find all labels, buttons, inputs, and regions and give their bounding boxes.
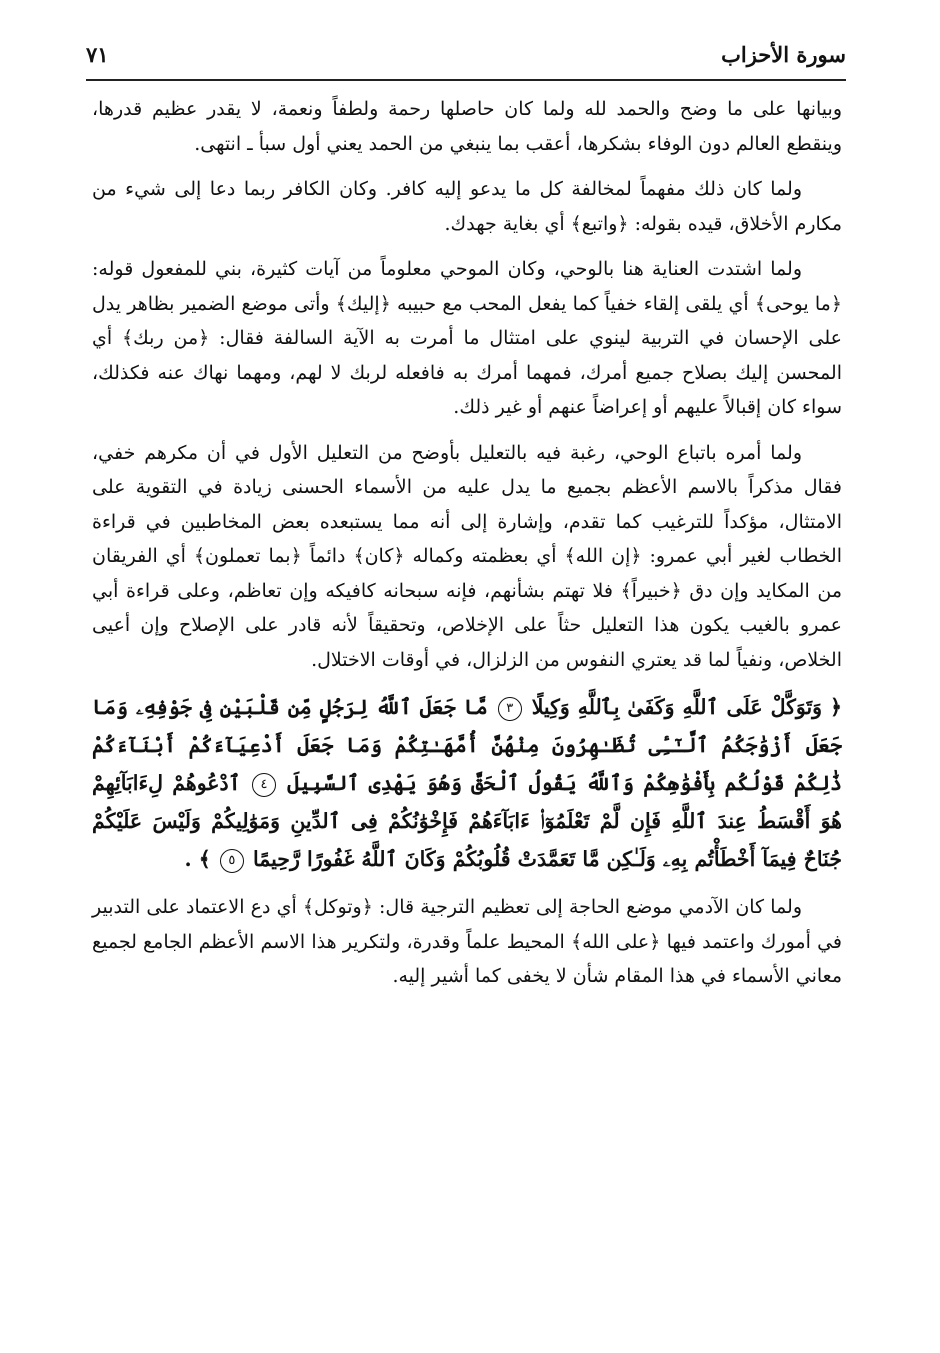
paragraph: ولما كان الآدمي موضع الحاجة إلى تعظيم الترجية قال: ﴿وتوكل﴾ أي دع الاعتماد على التدبير في أمورك واعتمد فيها ﴿على الله﴾ المحيط علماً وقدرة، ولتكرير هذا الاسم الأعظم الجامع لجميع معاني الأسماء في هذا المقام شأن لا يخفى كما أشير إليه. [92,896,842,987]
verse-text: ﴿ وَتَوَكَّلْ عَلَى ٱللَّهِ وَكَفَىٰ بِٱللَّهِ وَكِيلًا [531,695,843,719]
paragraph: ولما اشتدت العناية هنا بالوحي، وكان الموحي معلوماً من آيات كثيرة، بني للمفعول قوله: ﴿ما يوحى﴾ أي يلقى إلقاء خفياً كما يفعل المحب مع حبيبه ﴿إليك﴾ وأتى موضع الضمير بظاهر يدل على الإحسان في التربية لينوي على امتثال ما أمرت به الآية السالفة فقال: ﴿من ربك﴾ أي المحسن إليك بصلاح جميع أمرك، فمهما أمرك به فافعله لربك لا لهم، ومهما نهاك عنه فكذلك، سواء كان إقبالاً عليهم أو إعراضاً عنهم أو غير ذلك. [92,258,842,418]
ayah-number-marker: ٤ [252,773,276,797]
quran-verses [92,688,842,878]
paragraph: ولما كان ذلك مفهماً لمخالفة كل ما يدعو إليه كافر. وكان الكافر ربما دعا إلى شيء من مكارم الأخلاق، قيده بقوله: ﴿واتبع﴾ أي بغاية جهدك. [92,178,842,235]
verse-text: ٱدْعُوهُمْ لِءَابَآئِهِمْ هُوَ أَقْسَطُ عِندَ ٱللَّهِ فَإِن لَّمْ تَعْلَمُوٓا۟ ءَابَآءَهُمْ فَإِخْوَٰنُكُمْ فِى ٱلدِّينِ وَمَوَٰلِيكُمْ وَلَيْسَ عَلَيْكُمْ جُنَاحٌ فِيمَآ أَخْطَأْتُم بِهِۦ وَلَـٰكِن مَّا تَعَمَّدَتْ قُلُوبُكُمْ وَكَانَ ٱللَّهُ غَفُورًا رَّحِيمًا [92,771,842,871]
surah-title: سورة الأحزاب [721,42,846,67]
ayah-number-marker: ٣ [498,697,522,721]
page-header [86,40,846,76]
verse-closing-bracket: ﴾ . [184,847,211,871]
ayah-number-marker: ٥ [220,849,244,873]
page-body [92,92,842,994]
header-divider [86,79,846,81]
page-number: ٧١ [86,42,109,67]
paragraph: ولما أمره باتباع الوحي، رغبة فيه بالتعليل بأوضح من التعليل الأول في أن مكرهم خفي، فقال مذكراً بالاسم الأعظم بجميع ما يدل عليه من الأسماء الحسنى زيادة في التقوية على الامتثال، مؤكداً للترغيب كما تقدم، وإشارة إلى أنه مما يستبعده بعض المخاطبين في قراءة الخطاب لغير أبي عمرو: ﴿إن الله﴾ أي بعظمته وكماله ﴿كان﴾ دائماً ﴿بما تعملون﴾ أي الفريقان من المكايد وإن دق ﴿خبيراً﴾ فلا تهتم بشأنهم، فإنه سبحانه كافيكه وإن تعاظم، وعلى قراءة أبي عمرو بالغيب يكون هذا التعليل حثاً على الإخلاص، وتحقيقاً لأنه قادر على الإصلاح وإن أعيى الخلاص، ونفياً لما قد يعتري النفوس من الزلزال، في أوقات الاختلال. [92,441,842,671]
paragraph: وبيانها على ما وضح والحمد لله ولما كان حاصلها رحمة ولطفاً ونعمة، لا يقدر عظيم قدرها، وينقطع العالم دون الوفاء بشكرها، أعقب بما ينبغي من الحمد يعني أول سبأ ـ انتهى. [92,98,842,155]
verse-text: مَّا جَعَلَ ٱللَّهُ لِرَجُلٍ مِّن قَلْبَيْنِ فِى جَوْفِهِۦ وَمَا جَعَلَ أَزْوَٰجَكُمُ ٱلَّـٰٓـِٔى تُظَـٰهِرُونَ مِنْهُنَّ أُمَّهَـٰتِكُمْ وَمَا جَعَلَ أَدْعِيَآءَكُمْ أَبْنَآءَكُمْ ذَٰلِكُمْ قَوْلُكُم بِأَفْوَٰهِكُمْ وَٱللَّهُ يَقُولُ ٱلْحَقَّ وَهُوَ يَهْدِى ٱلسَّبِيلَ [92,695,843,795]
